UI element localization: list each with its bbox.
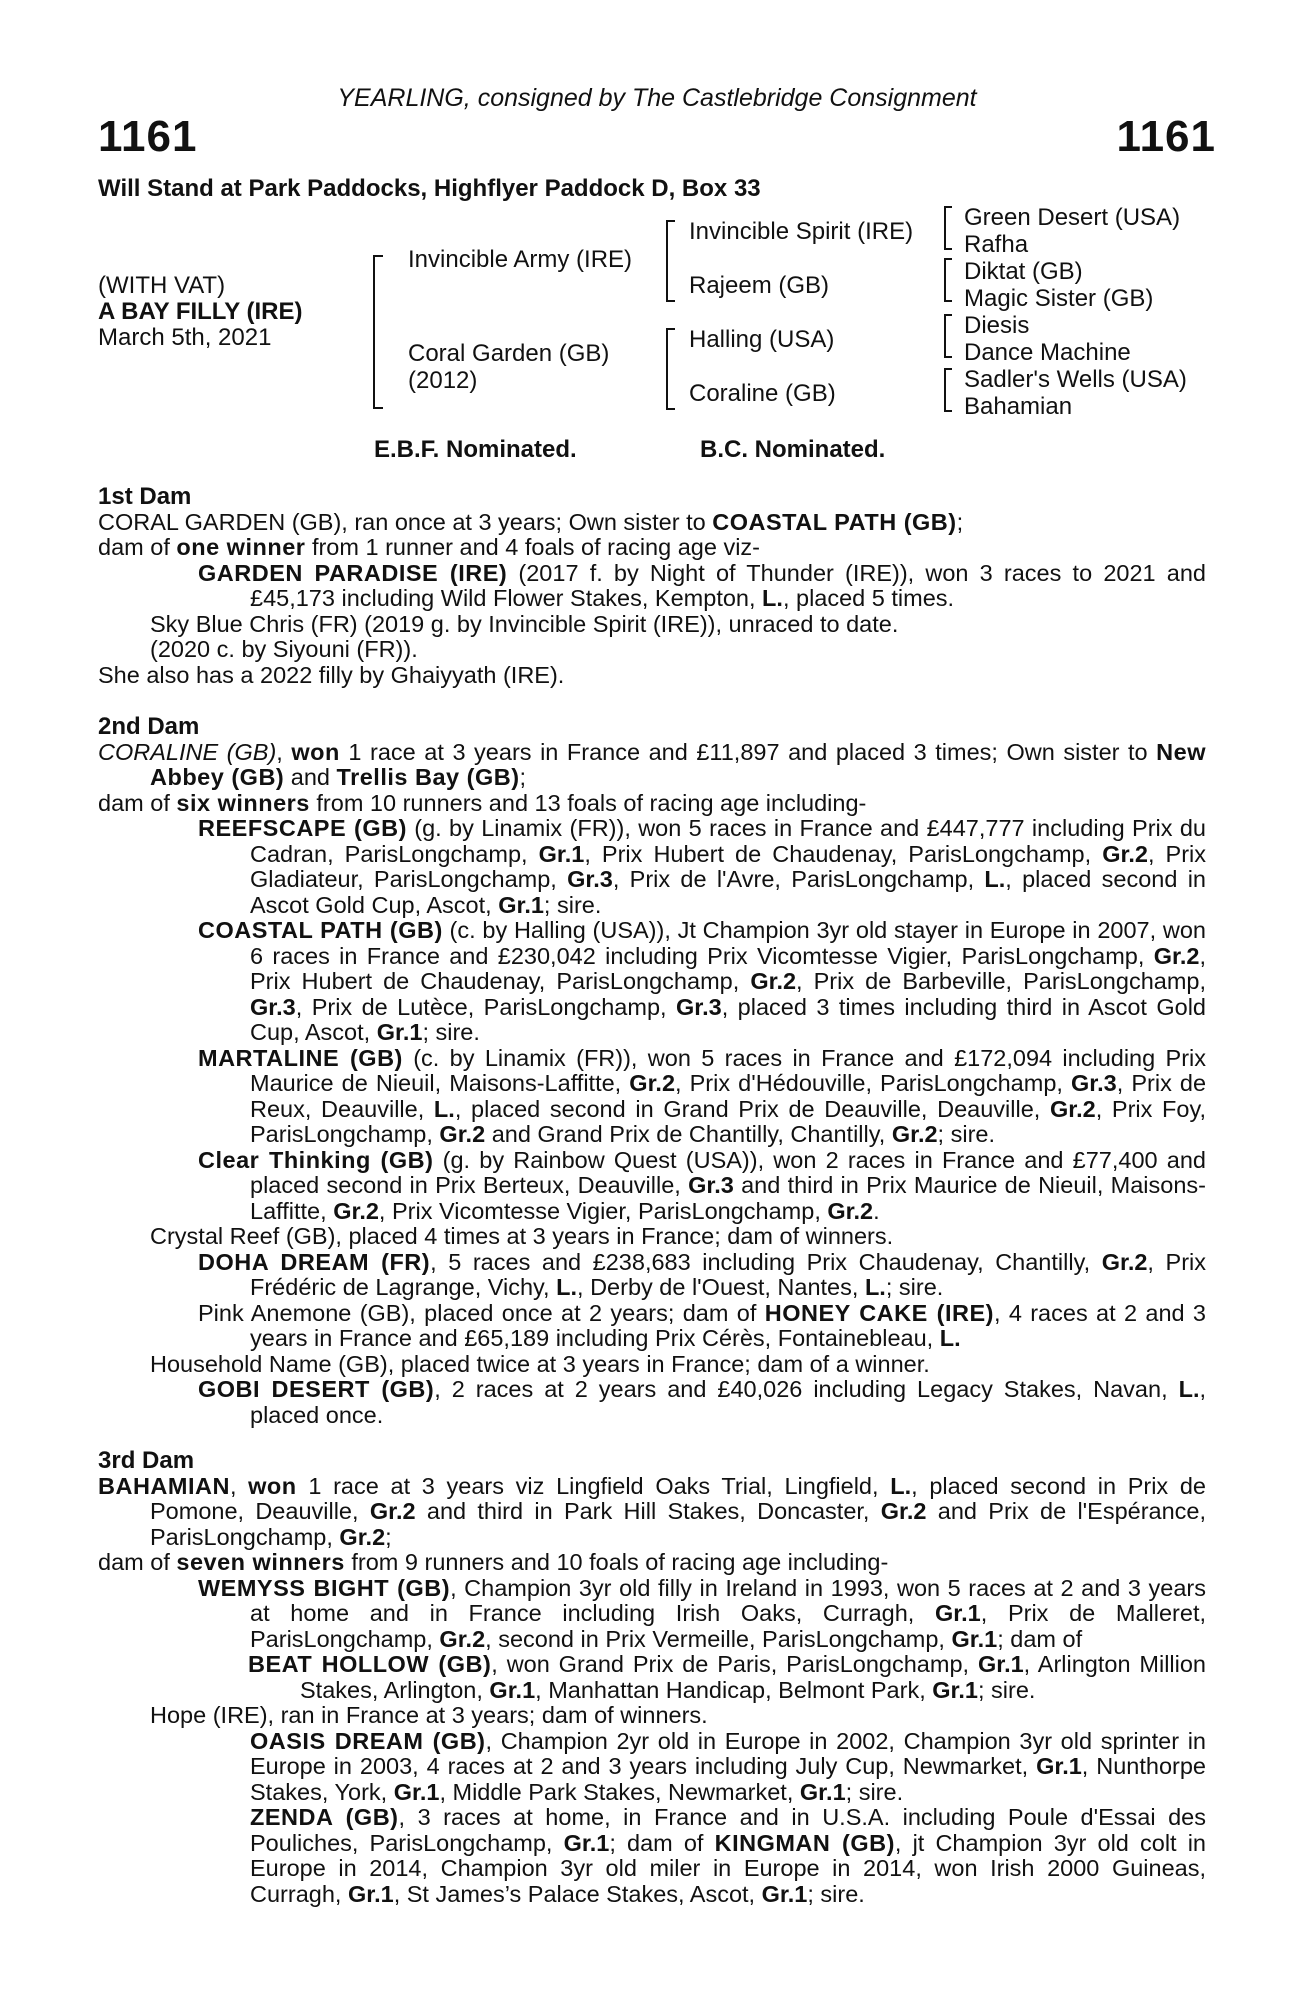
dam-year: (2012) [408,367,478,394]
dam-sire-sire: Diesis [964,312,1030,339]
produce-entry: WEMYSS BIGHT (GB), Champion 3yr old filly in Ireland in 1993, won 5 races at 2 and 3 years at home and in France including Irish Oaks, Curragh, Gr.1, Prix de Malleret, ParisLongchamp, Gr.2, second in Prix Vermeille, ParisLongchamp, Gr.1; dam of [198,1574,1207,1652]
dam-sire: Halling (USA) [689,326,835,353]
sire-dam-sire: Diktat (GB) [964,258,1083,285]
bc-nominated: B.C. Nominated. [700,436,886,463]
section-heading: 2nd Dam [98,713,200,740]
produce-entry: Hope (IRE), ran in France at 3 years; dam of winners. [150,1702,708,1728]
first-dam-section [98,484,1206,688]
foaling-date: March 5th, 2021 [98,324,272,351]
produce-entry: Household Name (GB), placed twice at 3 years in France; dam of a winner. [150,1350,930,1377]
third-dam-section [98,1448,1206,1907]
grandproduce-entry: DOHA DREAM (FR), 5 races and £238,683 including Prix Chaudenay, Chantilly, Gr.2, Prix Frédéric de Lagrange, Vichy, L., Derby de l'Ouest, Nantes, L.; sire. [198,1248,1206,1300]
brace-sire [666,220,675,302]
dam: Coral Garden (GB) [408,340,610,367]
produce-entry: COASTAL PATH (GB) (c. by Halling (USA)), Jt Champion 3yr old stayer in Europe in 2007, won 6 races in France and £230,042 including Prix Vicomtesse Vigier, ParisLongchamp, Gr.2, Prix Hubert de Chaudenay, ParisLongchamp, Gr.2, Prix de Barbeville, ParisLongchamp, Gr.3, Prix de Lutèce, ParisLongchamp, Gr.3, placed 3 times including third in Ascot Gold Cup, Ascot, Gr.1; sire. [198,917,1207,1045]
ebf-nominated: E.B.F. Nominated. [374,436,577,463]
brace-ds [944,314,952,358]
grandproduce-entry: GOBI DESERT (GB), 2 races at 2 years and £40,026 including Legacy Stakes, Navan, L., placed once. [198,1376,1207,1428]
dam-dam: Coraline (GB) [689,380,836,407]
produce-entry: Sky Blue Chris (FR) (2019 g. by Invincible Spirit (IRE)), unraced to date. [150,610,899,637]
dam-produce-summary: dam of one winner from 1 runner and 4 foals of racing age viz- [98,534,760,560]
dam-produce-summary: dam of seven winners from 9 runners and 10 foals of racing age including- [98,1549,889,1575]
brace-ss [944,206,952,250]
grandproduce-entry: ZENDA (GB), 3 races at home, in France and in U.S.A. including Poule d'Essai des Pouliches, ParisLongchamp, Gr.1; dam of KINGMAN (GB), jt Champion 3yr old colt in Europe in 2014, Champion 3yr old miler in Europe in 2014, won Irish 2000 Guineas, Curragh, Gr.1, St James’s Palace Stakes, Ascot, Gr.1; sire. [250,1804,1206,1907]
stand-location: Will Stand at Park Paddocks, Highflyer Paddock D, Box 33 [98,175,761,202]
section-heading: 3rd Dam [98,1447,195,1474]
second-dam-section [98,714,1206,1428]
grandproduce-entry: Pink Anemone (GB), placed once at 2 years; dam of HONEY CAKE (IRE), 4 races at 2 and 3 years in France and £65,189 including Prix Cérès, Fontainebleau, L. [198,1299,1206,1351]
produce-note: She also has a 2022 filly by Ghaiyyath (IRE). [98,661,565,688]
lot-number-left: 1161 [98,112,198,161]
sire-sire: Invincible Spirit (IRE) [689,218,914,245]
sire-sire-sire: Green Desert (USA) [964,204,1181,231]
lot-number-right: 1161 [1116,112,1216,161]
dam-intro: BAHAMIAN, won 1 race at 3 years viz Lingfield Oaks Trial, Lingfield, L., placed second in Prix de Pomone, Deauville, Gr.2 and third in Park Hill Stakes, Doncaster, Gr.2 and Prix de l'Espérance, ParisLongchamp, Gr.2; [98,1472,1207,1550]
produce-entry: GARDEN PARADISE (IRE) (2017 f. by Night of Thunder (IRE)), won 3 races to 2021 and £45,173 including Wild Flower Stakes, Kempton, L., placed 5 times. [198,559,1206,611]
dam-dam-dam: Bahamian [964,393,1073,420]
brace-dd [944,368,952,412]
sire-dam: Rajeem (GB) [689,272,830,299]
produce-entry: Crystal Reef (GB), placed 4 times at 3 years in France; dam of winners. [150,1223,894,1249]
grandproduce-entry: BEAT HOLLOW (GB), won Grand Prix de Paris, ParisLongchamp, Gr.1, Arlington Million Stakes, Arlington, Gr.1, Manhattan Handicap, Belmont Park, Gr.1; sire. [248,1651,1206,1703]
sire-dam-dam: Magic Sister (GB) [964,285,1154,312]
horse-name: A BAY FILLY (IRE) [98,298,303,325]
produce-entry: REEFSCAPE (GB) (g. by Linamix (FR)), won 5 races in France and £447,777 including Prix du Cadran, ParisLongchamp, Gr.1, Prix Hubert de Chaudenay, ParisLongchamp, Gr.2, Prix Gladiateur, ParisLongchamp, Gr.3, Prix de l'Avre, ParisLongchamp, L., placed second in Ascot Gold Cup, Ascot, Gr.1; sire. [198,815,1207,918]
dam-intro: CORAL GARDEN (GB), ran once at 3 years; Own sister to COASTAL PATH (GB); [98,508,964,535]
produce-entry: (2020 c. by Siyouni (FR)). [150,636,418,662]
catalogue-header: YEARLING, consigned by The Castlebridge Consignment [337,84,977,112]
sire: Invincible Army (IRE) [408,246,633,273]
brace-main [373,255,383,409]
brace-dam [666,328,675,410]
dam-dam-sire: Sadler's Wells (USA) [964,366,1187,393]
dam-produce-summary: dam of six winners from 10 runners and 13 foals of racing age including- [98,789,867,816]
dam-intro: CORALINE (GB), won 1 race at 3 years in France and £11,897 and placed 3 times; Own sister to New Abbey (GB) and Trellis Bay (GB); [98,738,1206,790]
grandproduce-entry: OASIS DREAM (GB), Champion 2yr old in Europe in 2002, Champion 3yr old sprinter in Europe in 2003, 4 races at 2 and 3 years including July Cup, Newmarket, Gr.1, Nunthorpe Stakes, York, Gr.1, Middle Park Stakes, Newmarket, Gr.1; sire. [250,1727,1207,1805]
produce-entry: Clear Thinking (GB) (g. by Rainbow Quest (USA)), won 2 races in France and £77,400 and placed second in Prix Berteux, Deauville, Gr.3 and third in Prix Maurice de Nieuil, Maisons-Laffitte, Gr.2, Prix Vicomtesse Vigier, ParisLongchamp, Gr.2. [198,1146,1207,1224]
brace-sd [944,258,952,302]
sire-sire-dam: Rafha [964,231,1029,258]
dam-sire-dam: Dance Machine [964,339,1131,366]
produce-entry: MARTALINE (GB) (c. by Linamix (FR)), won 5 races in France and £172,094 including Prix Maurice de Nieuil, Maisons-Laffitte, Gr.2, Prix d'Hédouville, ParisLongchamp, Gr.3, Prix de Reux, Deauville, L., placed second in Grand Prix de Deauville, Deauville, Gr.2, Prix Foy, ParisLongchamp, Gr.2 and Grand Prix de Chantilly, Chantilly, Gr.2; sire. [198,1044,1207,1147]
section-heading: 1st Dam [98,483,192,510]
vat-label: (WITH VAT) [98,272,226,299]
